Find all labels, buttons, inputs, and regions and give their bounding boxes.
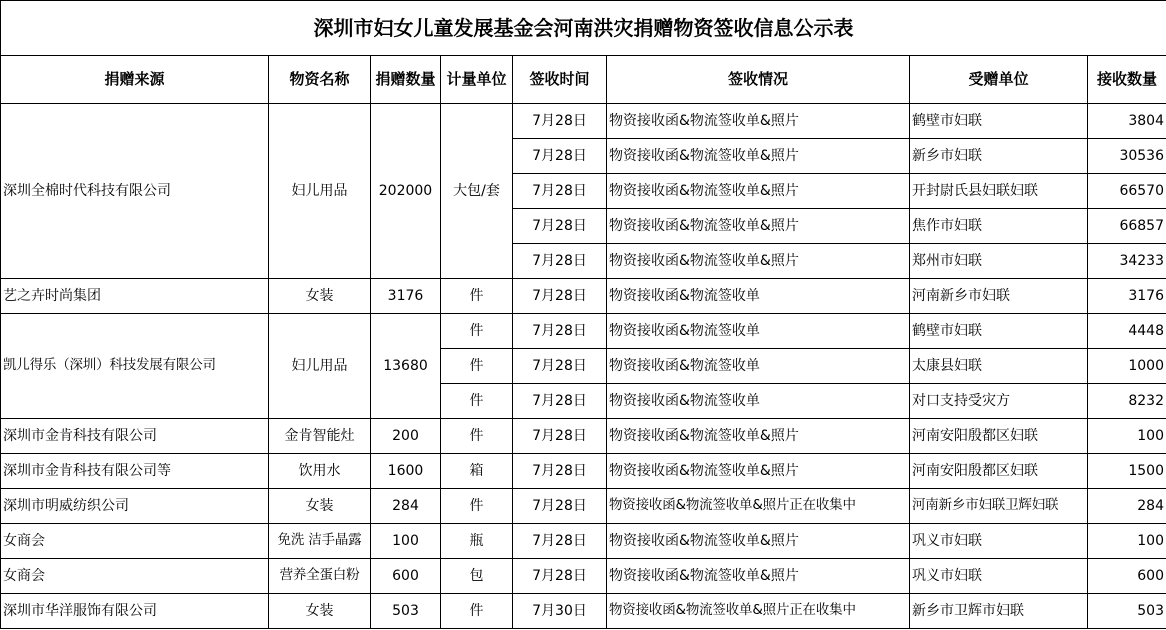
cell-status: 物资接收函&物流签收单&照片 — [607, 139, 910, 174]
cell-received: 100 — [1088, 524, 1166, 559]
cell-received: 8232 — [1088, 384, 1166, 419]
cell-unit: 件 — [441, 279, 513, 314]
cell-recipient: 河南安阳殷都区妇联 — [910, 454, 1088, 489]
header-status: 签收情况 — [607, 56, 910, 104]
cell-time: 7月28日 — [513, 384, 607, 419]
cell-status: 物资接收函&物流签收单&照片 — [607, 524, 910, 559]
cell-received: 34233 — [1088, 244, 1166, 279]
table-body — [1, 104, 1166, 629]
cell-qty: 3176 — [371, 279, 441, 314]
cell-source: 深圳市金肯科技有限公司等 — [1, 454, 269, 489]
cell-time: 7月28日 — [513, 419, 607, 454]
cell-qty: 202000 — [371, 104, 441, 279]
cell-status: 物资接收函&物流签收单&照片 — [607, 244, 910, 279]
header-unit: 计量单位 — [441, 56, 513, 104]
cell-unit: 箱 — [441, 454, 513, 489]
cell-time: 7月28日 — [513, 349, 607, 384]
cell-time: 7月28日 — [513, 559, 607, 594]
cell-item: 妇儿用品 — [269, 104, 371, 279]
cell-unit: 大包/套 — [441, 104, 513, 279]
cell-received: 1500 — [1088, 454, 1166, 489]
table-row — [1, 314, 1166, 349]
cell-time: 7月28日 — [513, 209, 607, 244]
table-row — [1, 454, 1166, 489]
cell-status: 物资接收函&物流签收单&照片 — [607, 209, 910, 244]
cell-status: 物资接收函&物流签收单&照片 — [607, 454, 910, 489]
cell-item: 金肯智能灶 — [269, 419, 371, 454]
table-row — [1, 594, 1166, 629]
cell-item: 女装 — [269, 594, 371, 629]
cell-status: 物资接收函&物流签收单&照片正在收集中 — [607, 489, 910, 524]
header-recipient: 受赠单位 — [910, 56, 1088, 104]
header-source: 捐赠来源 — [1, 56, 269, 104]
cell-received: 3804 — [1088, 104, 1166, 139]
cell-unit: 件 — [441, 384, 513, 419]
cell-unit: 件 — [441, 594, 513, 629]
cell-recipient: 对口支持受灾方 — [910, 384, 1088, 419]
cell-time: 7月28日 — [513, 454, 607, 489]
cell-recipient: 巩义市妇联 — [910, 559, 1088, 594]
cell-received: 284 — [1088, 489, 1166, 524]
cell-recipient: 太康县妇联 — [910, 349, 1088, 384]
cell-received: 100 — [1088, 419, 1166, 454]
cell-time: 7月28日 — [513, 104, 607, 139]
cell-time: 7月30日 — [513, 594, 607, 629]
table-row — [1, 489, 1166, 524]
cell-qty: 100 — [371, 524, 441, 559]
cell-unit: 件 — [441, 314, 513, 349]
cell-time: 7月28日 — [513, 174, 607, 209]
cell-received: 1000 — [1088, 349, 1166, 384]
cell-status: 物资接收函&物流签收单&照片正在收集中 — [607, 594, 910, 629]
cell-qty: 13680 — [371, 314, 441, 419]
header-item: 物资名称 — [269, 56, 371, 104]
cell-status: 物资接收函&物流签收单 — [607, 279, 910, 314]
cell-item: 营养全蛋白粉 — [269, 559, 371, 594]
cell-received: 503 — [1088, 594, 1166, 629]
cell-qty: 1600 — [371, 454, 441, 489]
header-received: 接收数量 — [1088, 56, 1166, 104]
cell-received: 3176 — [1088, 279, 1166, 314]
cell-unit: 瓶 — [441, 524, 513, 559]
table-row — [1, 419, 1166, 454]
cell-time: 7月28日 — [513, 139, 607, 174]
cell-recipient: 新乡市卫辉市妇联 — [910, 594, 1088, 629]
table-title: 深圳市妇女儿童发展基金会河南洪灾捐赠物资签收信息公示表 — [1, 1, 1166, 56]
cell-source: 深圳市华洋服饰有限公司 — [1, 594, 269, 629]
cell-recipient: 河南安阳殷都区妇联 — [910, 419, 1088, 454]
cell-status: 物资接收函&物流签收单&照片 — [607, 174, 910, 209]
cell-recipient: 开封尉氏县妇联妇联 — [910, 174, 1088, 209]
cell-source: 女商会 — [1, 524, 269, 559]
cell-recipient: 郑州市妇联 — [910, 244, 1088, 279]
cell-source: 深圳市明威纺织公司 — [1, 489, 269, 524]
cell-status: 物资接收函&物流签收单 — [607, 314, 910, 349]
cell-time: 7月28日 — [513, 279, 607, 314]
cell-qty: 503 — [371, 594, 441, 629]
cell-unit: 件 — [441, 419, 513, 454]
cell-recipient: 鹤壁市妇联 — [910, 104, 1088, 139]
cell-status: 物资接收函&物流签收单&照片 — [607, 559, 910, 594]
cell-recipient: 焦作市妇联 — [910, 209, 1088, 244]
cell-source: 艺之卉时尚集团 — [1, 279, 269, 314]
header-qty: 捐赠数量 — [371, 56, 441, 104]
cell-recipient: 河南新乡市妇联卫辉妇联 — [910, 489, 1088, 524]
cell-item: 女装 — [269, 279, 371, 314]
header-time: 签收时间 — [513, 56, 607, 104]
cell-time: 7月28日 — [513, 314, 607, 349]
cell-item: 饮用水 — [269, 454, 371, 489]
cell-qty: 600 — [371, 559, 441, 594]
cell-status: 物资接收函&物流签收单 — [607, 384, 910, 419]
cell-unit: 件 — [441, 489, 513, 524]
cell-status: 物资接收函&物流签收单 — [607, 349, 910, 384]
cell-received: 4448 — [1088, 314, 1166, 349]
cell-recipient: 河南新乡市妇联 — [910, 279, 1088, 314]
cell-received: 66570 — [1088, 174, 1166, 209]
cell-unit: 件 — [441, 349, 513, 384]
cell-item: 妇儿用品 — [269, 314, 371, 419]
cell-time: 7月28日 — [513, 489, 607, 524]
table-row — [1, 559, 1166, 594]
cell-source: 深圳全棉时代科技有限公司 — [1, 104, 269, 279]
cell-recipient: 巩义市妇联 — [910, 524, 1088, 559]
cell-recipient: 鹤壁市妇联 — [910, 314, 1088, 349]
cell-status: 物资接收函&物流签收单&照片 — [607, 104, 910, 139]
cell-qty: 284 — [371, 489, 441, 524]
cell-time: 7月28日 — [513, 524, 607, 559]
cell-item: 女装 — [269, 489, 371, 524]
cell-received: 30536 — [1088, 139, 1166, 174]
cell-received: 66857 — [1088, 209, 1166, 244]
table-row — [1, 104, 1166, 139]
cell-source: 凯儿得乐（深圳）科技发展有限公司 — [1, 314, 269, 419]
cell-item: 免洗 洁手晶露 — [269, 524, 371, 559]
cell-source: 女商会 — [1, 559, 269, 594]
cell-source: 深圳市金肯科技有限公司 — [1, 419, 269, 454]
cell-status: 物资接收函&物流签收单&照片 — [607, 419, 910, 454]
cell-received: 600 — [1088, 559, 1166, 594]
cell-time: 7月28日 — [513, 244, 607, 279]
cell-recipient: 新乡市妇联 — [910, 139, 1088, 174]
cell-unit: 包 — [441, 559, 513, 594]
cell-qty: 200 — [371, 419, 441, 454]
table-row — [1, 524, 1166, 559]
table-row — [1, 279, 1166, 314]
